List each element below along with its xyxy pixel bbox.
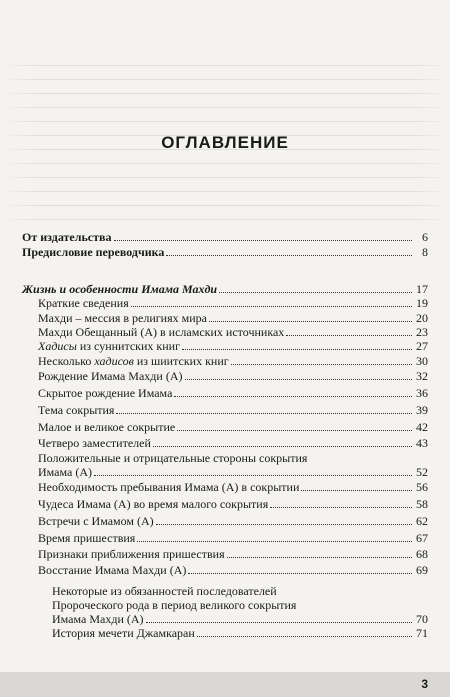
toc-entry: Жизнь и особенности Имама Махди 17	[22, 282, 428, 296]
toc-entry: Хадисы из суннитских книг 27	[38, 339, 428, 353]
toc-entry: Рождение Имама Махди (А) 32	[38, 369, 428, 383]
toc-entry: Несколько хадисов из шиитских книг 30	[38, 354, 428, 368]
page-title: ОГЛАВЛЕНИЕ	[161, 133, 289, 152]
toc-entry: Встречи с Имамом (А) 62	[38, 514, 428, 528]
toc-entry: История мечети Джамкаран 71	[52, 626, 428, 640]
toc-entry-line: Пророческого рода в период великого сокрытия	[52, 598, 297, 612]
toc-entry-line: Положительные и отрицательные стороны сокрытия	[38, 451, 308, 465]
toc-entry: Признаки приближения пришествия 68	[38, 547, 428, 561]
toc-entry-line: Некоторые из обязанностей последователей	[52, 584, 277, 598]
toc-entry: Махди – мессия в религиях мира 20	[38, 311, 428, 325]
toc-entry: Четверо заместителей 43	[38, 436, 428, 450]
toc-entry: Имама Махди (А) 70	[52, 612, 428, 626]
toc-entry: Малое и великое сокрытие 42	[38, 420, 428, 434]
toc-entry: От издательства 6	[22, 230, 428, 244]
toc-entry: Восстание Имама Махди (А) 69	[38, 563, 428, 577]
toc-entry: Время пришествия 67	[38, 531, 428, 545]
toc-entry: Краткие сведения 19	[38, 296, 428, 310]
toc-entry: Тема сокрытия 39	[38, 403, 428, 417]
page-number: 3	[421, 677, 428, 691]
toc-entry: Скрытое рождение Имама 36	[38, 386, 428, 400]
toc-entry: Необходимость пребывания Имама (А) в сокрытии 56	[38, 480, 428, 494]
toc-entry: Имама (А) 52	[38, 465, 428, 479]
toc-entry: Предисловие переводчика 8	[22, 245, 428, 259]
page-footer-band	[0, 672, 450, 697]
toc-entry: Чудеса Имама (А) во время малого сокрытия 58	[38, 497, 428, 511]
toc-entry: Махди Обещанный (А) в исламских источниках 23	[38, 325, 428, 339]
